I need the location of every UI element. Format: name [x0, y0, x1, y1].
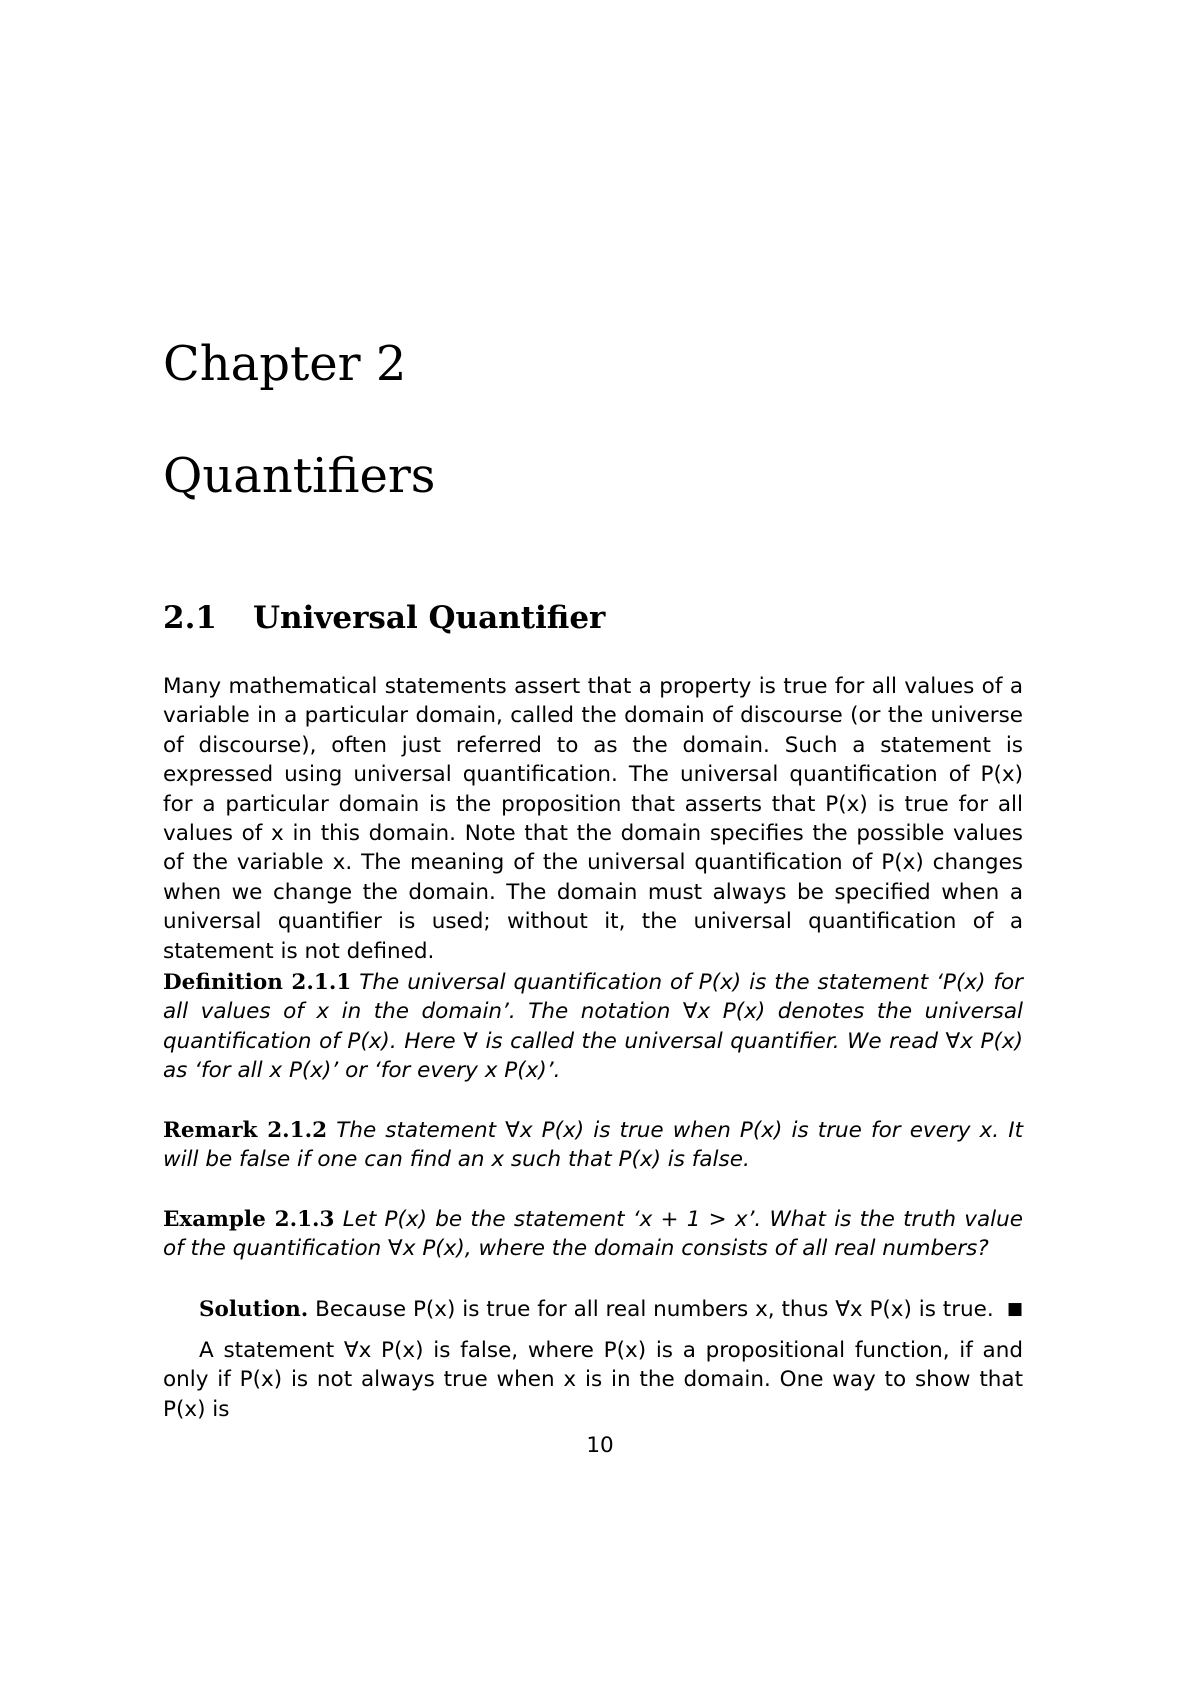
example-block: [163, 1205, 1023, 1264]
chapter-title: Quantifiers: [163, 448, 436, 504]
continuation-paragraph: A statement ∀x P(x) is false, where P(x) is a propositional function, if and only if P(x) is not always true when x is in the domain. One way to show that P(x) is: [163, 1338, 1023, 1422]
remark-block: [163, 1116, 1023, 1175]
qed-square-icon: ■: [1006, 1299, 1023, 1319]
remark-label: Remark 2.1.2: [163, 1118, 328, 1143]
definition-block: [163, 968, 1023, 1086]
solution-text: Because P(x) is true for all real numbers x, thus ∀x P(x) is true.: [315, 1297, 994, 1322]
definition-text: The universal quantification of P(x) is the statement ‘P(x) for all values of x in the domain’. The notation ∀x P(x) denotes the universal quantification of P(x). Here ∀ is called the universal quantifier. We read ∀x P(x) as ‘for all x P(x)’ or ‘for every x P(x)’.: [163, 970, 1023, 1084]
page-number: 10: [586, 1433, 614, 1458]
section-title: Universal Quantifier: [253, 600, 606, 636]
chapter-label: Chapter 2: [163, 336, 407, 392]
intro-paragraph: Many mathematical statements assert that a property is true for all values of a variable in a particular domain, called the domain of discourse (or the universe of discourse), often just referred to as the domain. Such a statement is expressed using universal quantification. The universal quantification of P(x) for a particular domain is the proposition that asserts that P(x) is true for all values of x in this domain. Note that the domain specifies the possible values of the variable x. The meaning of the universal quantification of P(x) changes when we change the domain. The domain must always be specified when a universal quantifier is used; without it, the universal quantification of a statement is not defined.: [163, 674, 1023, 964]
remark-text: The statement ∀x P(x) is true when P(x) is true for every x. It will be false if one can find an x such that P(x) is false.: [163, 1118, 1023, 1173]
solution-label: Solution.: [199, 1297, 309, 1322]
definition-label: Definition 2.1.1: [163, 970, 352, 995]
section-heading: [163, 598, 605, 638]
example-text: Let P(x) be the statement ‘x + 1 > x’. What is the truth value of the quantification ∀x P(x), where the domain consists of all real numbers?: [163, 1207, 1023, 1262]
solution-block: [199, 1295, 1023, 1324]
section-number: 2.1: [163, 600, 217, 636]
example-label: Example 2.1.3: [163, 1207, 335, 1232]
